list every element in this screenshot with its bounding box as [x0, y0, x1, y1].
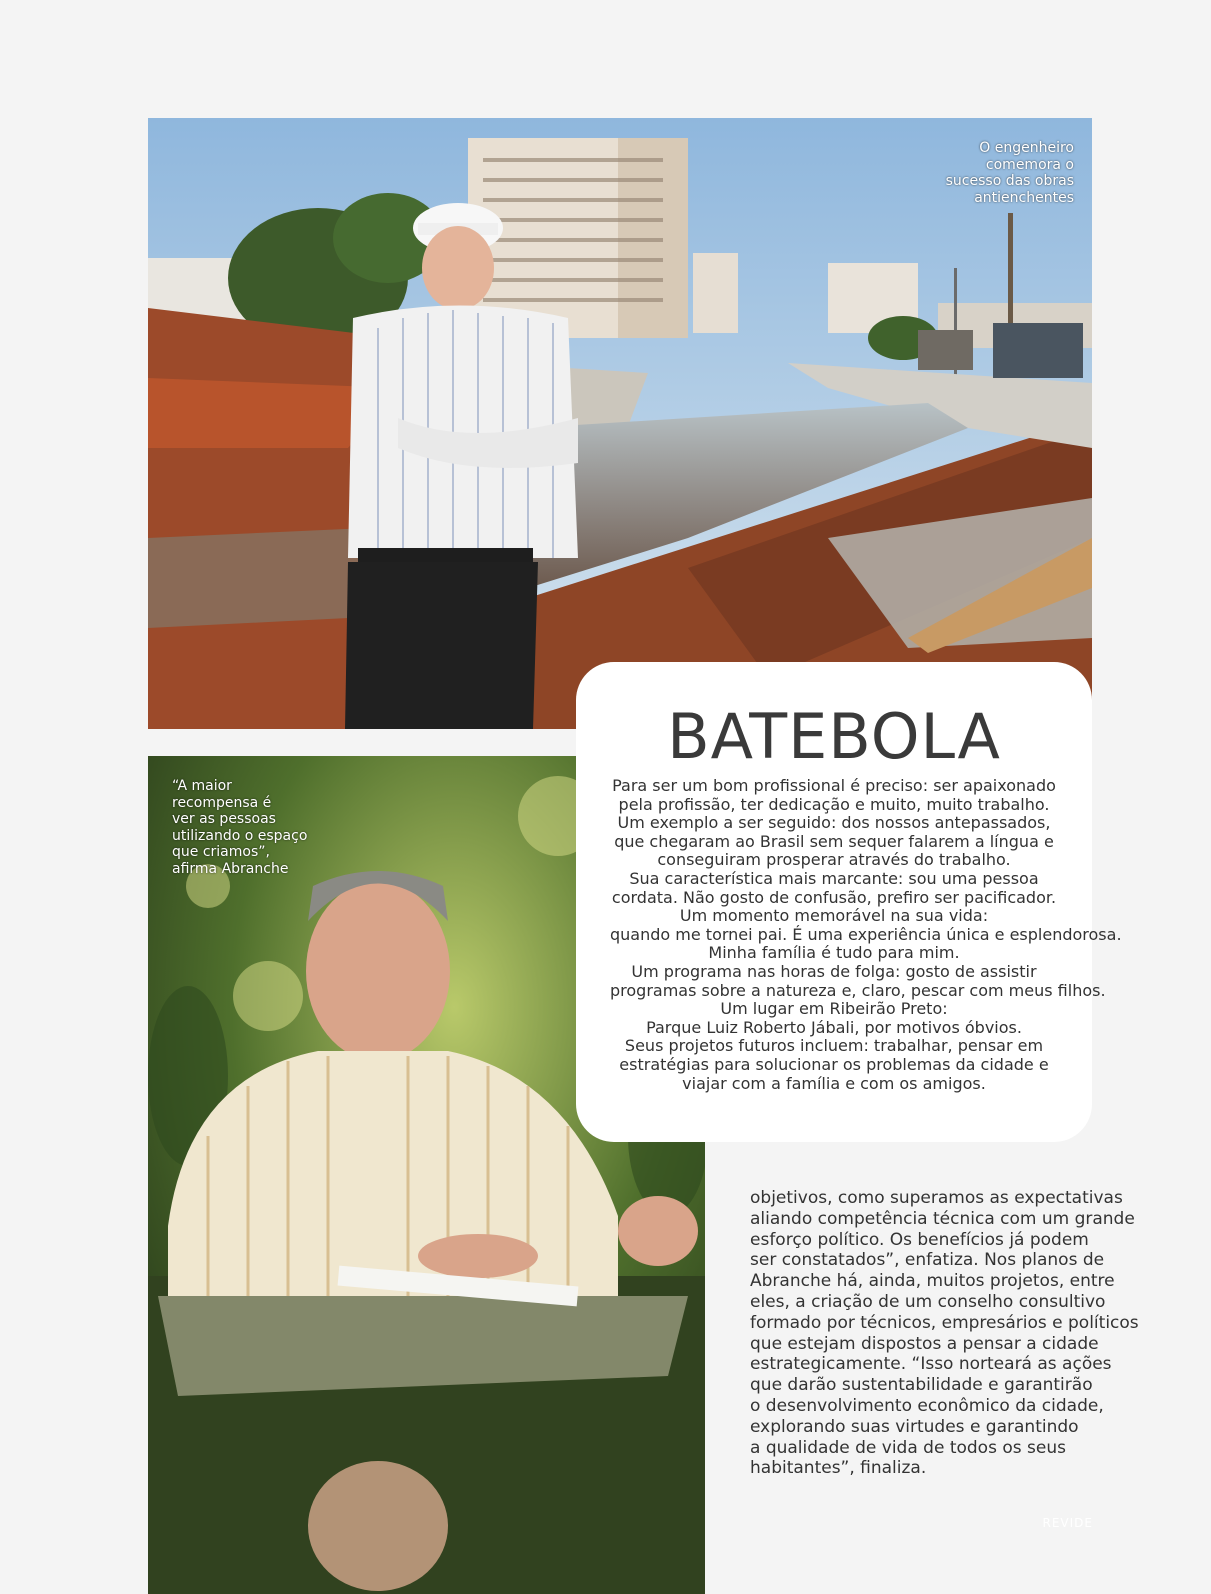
caption-line: “A maior — [172, 778, 232, 794]
batebola-line: Para ser um bom profissional é preciso: ser apaixonado — [612, 776, 1056, 795]
batebola-line: Um momento memorável na sua vida: — [679, 906, 989, 926]
caption-line: utilizando o espaço — [172, 827, 308, 844]
batebola-title: BATEBOLA — [667, 700, 1001, 773]
photo-engineer-construction — [148, 118, 1092, 729]
batebola-line: cordata. Não gosto de confusão, prefiro ser pacificador. — [611, 887, 1057, 907]
batebola-line: programas sobre a natureza e, claro, pescar com meus filhos. — [610, 980, 1106, 1000]
batebola-line: conseguiram prosperar através do trabalho. — [657, 850, 1011, 870]
article-line: estrategicamente. “Isso norteará as ações — [750, 1354, 1112, 1375]
caption-line: sucesso das obras — [945, 173, 1074, 189]
article-line: aliando competência técnica com um grande — [750, 1208, 1135, 1229]
batebola-line: Minha família é tudo para mim. — [708, 943, 960, 963]
article-line: a qualidade de vida de todos os seus — [750, 1437, 1066, 1458]
caption-line: que criamos”, — [172, 844, 270, 860]
caption-line: antienchentes — [974, 189, 1074, 206]
batebola-line: quando me tornei pai. É uma experiência única e esplendorosa. — [610, 924, 1122, 944]
article-body — [750, 1188, 1139, 1479]
batebola-line: Seus projetos futuros incluem: trabalhar, pensar em — [624, 1036, 1044, 1056]
article-line: objetivos, como superamos as expectativas — [750, 1188, 1123, 1208]
batebola-line: Um lugar em Ribeirão Preto: — [720, 999, 948, 1019]
article-line: habitantes”, finaliza. — [750, 1458, 927, 1479]
article-line: Abranche há, ainda, muitos projetos, entre — [750, 1271, 1115, 1292]
batebola-line: que chegaram ao Brasil sem sequer falarem a língua e — [614, 831, 1054, 851]
caption-line: recompensa é — [172, 794, 272, 811]
article-line: que estejam dispostos a pensar a cidade — [750, 1333, 1099, 1354]
page-folio: REVIDE — [1042, 1516, 1093, 1530]
batebola-text — [610, 776, 1122, 1093]
batebola-line: Sua característica mais marcante: sou uma pessoa — [629, 868, 1039, 888]
article-line: o desenvolvimento econômico da cidade, — [750, 1395, 1104, 1416]
batebola-panel — [576, 662, 1122, 1142]
batebola-line: estratégias para solucionar os problemas da cidade e — [619, 1054, 1049, 1074]
article-line: esforço político. Os benefícios já podem — [750, 1229, 1089, 1250]
construction-scene-image — [148, 118, 1092, 729]
caption-line: O engenheiro — [979, 140, 1074, 156]
batebola-line: Um exemplo a ser seguido: dos nossos antepassados, — [617, 813, 1051, 833]
article-line: formado por técnicos, empresários e políticos — [750, 1312, 1139, 1333]
photo-caption-top — [914, 140, 1074, 206]
batebola-line: pela profissão, ter dedicação e muito, muito trabalho. — [618, 794, 1050, 814]
article-line: explorando suas virtudes e garantindo — [750, 1416, 1079, 1437]
article-line: que darão sustentabilidade e garantirão — [750, 1375, 1093, 1396]
batebola-line: Um programa nas horas de folga: gosto de assistir — [631, 961, 1037, 981]
batebola-line: viajar com a família e com os amigos. — [682, 1073, 986, 1093]
photo-caption-bottom — [172, 778, 312, 877]
article-line: ser constatados”, enfatiza. Nos planos de — [750, 1250, 1105, 1271]
caption-line: afirma Abranche — [172, 860, 289, 877]
caption-line: comemora o — [985, 156, 1074, 173]
article-line: eles, a criação de um conselho consultivo — [750, 1291, 1106, 1312]
batebola-line: Parque Luiz Roberto Jábali, por motivos óbvios. — [646, 1017, 1022, 1037]
caption-line: ver as pessoas — [172, 811, 276, 827]
